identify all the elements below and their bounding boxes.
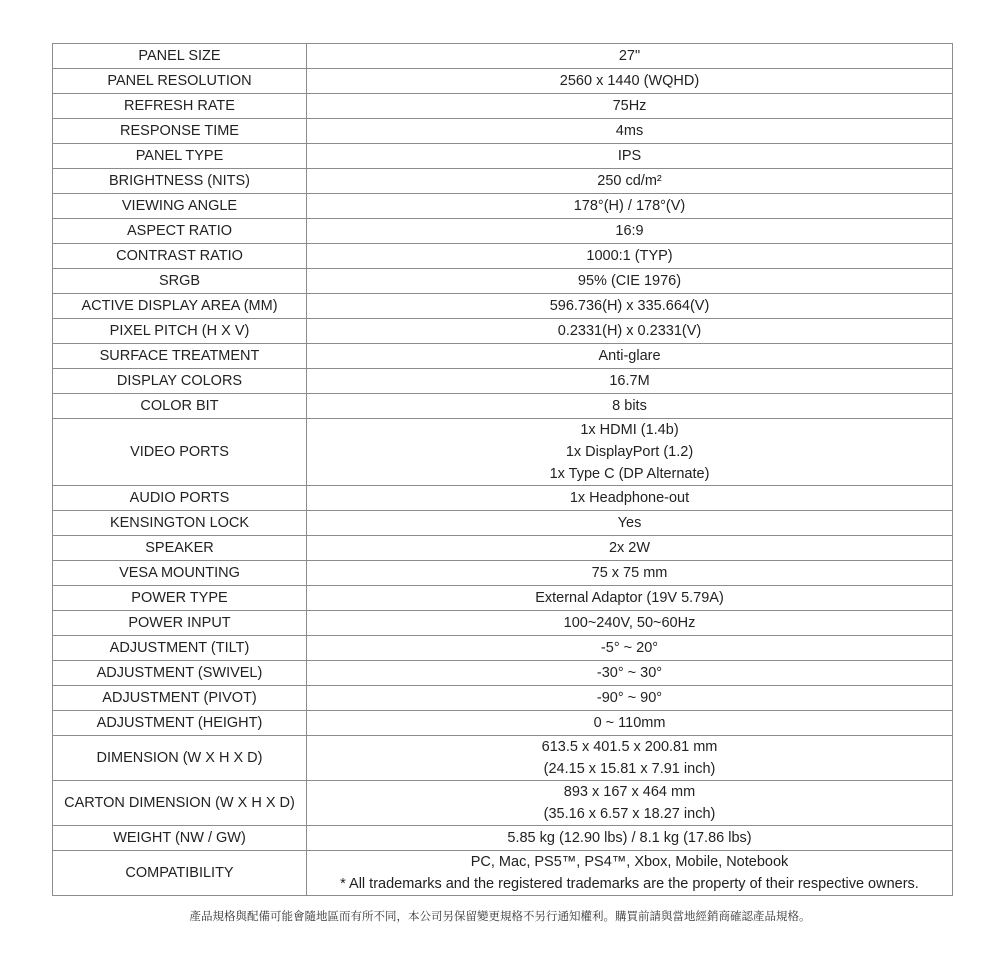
spec-row bbox=[53, 561, 953, 586]
spec-value-line: IPS bbox=[617, 148, 642, 164]
spec-table-body bbox=[53, 44, 953, 896]
spec-row bbox=[53, 244, 953, 269]
spec-value-line: 0.2331(H) x 0.2331(V) bbox=[557, 323, 702, 339]
spec-value-line: 95% (CIE 1976) bbox=[577, 273, 682, 289]
spec-value-line: 27" bbox=[618, 48, 641, 64]
spec-row bbox=[53, 194, 953, 219]
spec-label: SURFACE TREATMENT bbox=[53, 344, 307, 369]
spec-value bbox=[307, 94, 953, 119]
spec-label: ASPECT RATIO bbox=[53, 219, 307, 244]
spec-label: PIXEL PITCH (H X V) bbox=[53, 319, 307, 344]
spec-label: REFRESH RATE bbox=[53, 94, 307, 119]
spec-label: DIMENSION (W X H X D) bbox=[53, 736, 307, 781]
spec-value bbox=[307, 344, 953, 369]
spec-value-line: External Adaptor (19V 5.79A) bbox=[535, 590, 724, 606]
spec-value-line: 2560 x 1440 (WQHD) bbox=[559, 73, 700, 89]
spec-label: ADJUSTMENT (TILT) bbox=[53, 636, 307, 661]
spec-value bbox=[307, 419, 953, 486]
spec-row bbox=[53, 851, 953, 896]
spec-value-line: 0 ~ 110mm bbox=[593, 715, 666, 731]
spec-value-line: 1x DisplayPort (1.2) bbox=[565, 444, 694, 460]
spec-label: ADJUSTMENT (HEIGHT) bbox=[53, 711, 307, 736]
spec-value-line: -90° ~ 90° bbox=[596, 690, 663, 706]
spec-row bbox=[53, 269, 953, 294]
spec-row bbox=[53, 536, 953, 561]
spec-value bbox=[307, 736, 953, 781]
spec-row bbox=[53, 736, 953, 781]
spec-label: DISPLAY COLORS bbox=[53, 369, 307, 394]
spec-label: VESA MOUNTING bbox=[53, 561, 307, 586]
spec-row bbox=[53, 344, 953, 369]
spec-value bbox=[307, 711, 953, 736]
spec-value-line: 75Hz bbox=[612, 98, 647, 114]
spec-row bbox=[53, 394, 953, 419]
spec-value-line: 893 x 167 x 464 mm bbox=[563, 784, 696, 800]
spec-value bbox=[307, 851, 953, 896]
spec-value bbox=[307, 586, 953, 611]
spec-value bbox=[307, 369, 953, 394]
spec-value bbox=[307, 244, 953, 269]
spec-row bbox=[53, 219, 953, 244]
spec-row bbox=[53, 169, 953, 194]
spec-row bbox=[53, 144, 953, 169]
spec-value-line: 1x Type C (DP Alternate) bbox=[549, 466, 710, 482]
spec-value-line: Anti-glare bbox=[598, 348, 661, 364]
spec-value-line: 16:9 bbox=[615, 223, 644, 239]
spec-value bbox=[307, 219, 953, 244]
spec-value-line: 75 x 75 mm bbox=[591, 565, 668, 581]
spec-label: ADJUSTMENT (SWIVEL) bbox=[53, 661, 307, 686]
spec-value bbox=[307, 826, 953, 851]
spec-label: CARTON DIMENSION (W X H X D) bbox=[53, 781, 307, 826]
spec-value bbox=[307, 661, 953, 686]
spec-row bbox=[53, 711, 953, 736]
spec-value bbox=[307, 269, 953, 294]
spec-row bbox=[53, 686, 953, 711]
spec-row bbox=[53, 636, 953, 661]
spec-value bbox=[307, 194, 953, 219]
spec-row bbox=[53, 94, 953, 119]
spec-row bbox=[53, 369, 953, 394]
spec-label: PANEL TYPE bbox=[53, 144, 307, 169]
spec-label: POWER INPUT bbox=[53, 611, 307, 636]
spec-value-line: 1000:1 (TYP) bbox=[586, 248, 673, 264]
spec-value-line: -5° ~ 20° bbox=[600, 640, 659, 656]
spec-value bbox=[307, 294, 953, 319]
spec-label: RESPONSE TIME bbox=[53, 119, 307, 144]
spec-label: BRIGHTNESS (NITS) bbox=[53, 169, 307, 194]
spec-label: PANEL SIZE bbox=[53, 44, 307, 69]
spec-value-line: 1x Headphone-out bbox=[569, 490, 690, 506]
spec-row bbox=[53, 486, 953, 511]
spec-label: ACTIVE DISPLAY AREA (MM) bbox=[53, 294, 307, 319]
spec-row bbox=[53, 319, 953, 344]
spec-label: VIEWING ANGLE bbox=[53, 194, 307, 219]
spec-label: AUDIO PORTS bbox=[53, 486, 307, 511]
spec-value-line: PC, Mac, PS5™, PS4™, Xbox, Mobile, Notebook bbox=[470, 854, 789, 870]
spec-row bbox=[53, 586, 953, 611]
spec-value-line: 100~240V, 50~60Hz bbox=[563, 615, 696, 631]
spec-value bbox=[307, 611, 953, 636]
spec-value-line: 8 bits bbox=[612, 398, 647, 414]
spec-value bbox=[307, 44, 953, 69]
spec-value bbox=[307, 511, 953, 536]
spec-row bbox=[53, 511, 953, 536]
spec-row bbox=[53, 119, 953, 144]
spec-value bbox=[307, 69, 953, 94]
spec-value-line: Yes bbox=[617, 515, 642, 531]
spec-value bbox=[307, 686, 953, 711]
spec-row bbox=[53, 781, 953, 826]
spec-value bbox=[307, 319, 953, 344]
spec-value bbox=[307, 536, 953, 561]
spec-row bbox=[53, 69, 953, 94]
spec-label: CONTRAST RATIO bbox=[53, 244, 307, 269]
spec-row bbox=[53, 826, 953, 851]
spec-value-line: 2x 2W bbox=[608, 540, 651, 556]
spec-value-line: 4ms bbox=[615, 123, 644, 139]
spec-label: VIDEO PORTS bbox=[53, 419, 307, 486]
spec-value bbox=[307, 169, 953, 194]
spec-label: SPEAKER bbox=[53, 536, 307, 561]
spec-value-line: -30° ~ 30° bbox=[596, 665, 663, 681]
disclaimer-footnote: 產品規格與配備可能會隨地區而有所不同，本公司另保留變更規格不另行通知權利。購買前請與當地經銷商確認產品規格。 bbox=[189, 909, 811, 923]
spec-value-line: (24.15 x 15.81 x 7.91 inch) bbox=[543, 761, 716, 777]
spec-value-line: 178°(H) / 178°(V) bbox=[573, 198, 686, 214]
spec-table bbox=[52, 43, 953, 896]
spec-value-line: 596.736(H) x 335.664(V) bbox=[549, 298, 710, 314]
spec-value bbox=[307, 144, 953, 169]
spec-label: COMPATIBILITY bbox=[53, 851, 307, 896]
spec-label: SRGB bbox=[53, 269, 307, 294]
spec-value-line: 1x HDMI (1.4b) bbox=[580, 422, 679, 438]
spec-row bbox=[53, 419, 953, 486]
spec-row bbox=[53, 44, 953, 69]
spec-value-line: 613.5 x 401.5 x 200.81 mm bbox=[541, 739, 718, 755]
spec-label: ADJUSTMENT (PIVOT) bbox=[53, 686, 307, 711]
spec-label: POWER TYPE bbox=[53, 586, 307, 611]
spec-label: WEIGHT (NW / GW) bbox=[53, 826, 307, 851]
spec-value-line: * All trademarks and the registered trademarks are the property of their respective owners. bbox=[340, 876, 919, 892]
spec-label: KENSINGTON LOCK bbox=[53, 511, 307, 536]
spec-label: PANEL RESOLUTION bbox=[53, 69, 307, 94]
spec-value bbox=[307, 486, 953, 511]
spec-label: COLOR BIT bbox=[53, 394, 307, 419]
spec-value-line: 5.85 kg (12.90 lbs) / 8.1 kg (17.86 lbs) bbox=[507, 830, 752, 846]
spec-value bbox=[307, 394, 953, 419]
spec-row bbox=[53, 661, 953, 686]
spec-value-line: 250 cd/m² bbox=[597, 173, 662, 189]
spec-value-line: (35.16 x 6.57 x 18.27 inch) bbox=[543, 806, 716, 822]
spec-value bbox=[307, 561, 953, 586]
spec-row bbox=[53, 611, 953, 636]
spec-value bbox=[307, 781, 953, 826]
spec-row bbox=[53, 294, 953, 319]
spec-value bbox=[307, 636, 953, 661]
spec-value bbox=[307, 119, 953, 144]
spec-value-line: 16.7M bbox=[609, 373, 650, 389]
